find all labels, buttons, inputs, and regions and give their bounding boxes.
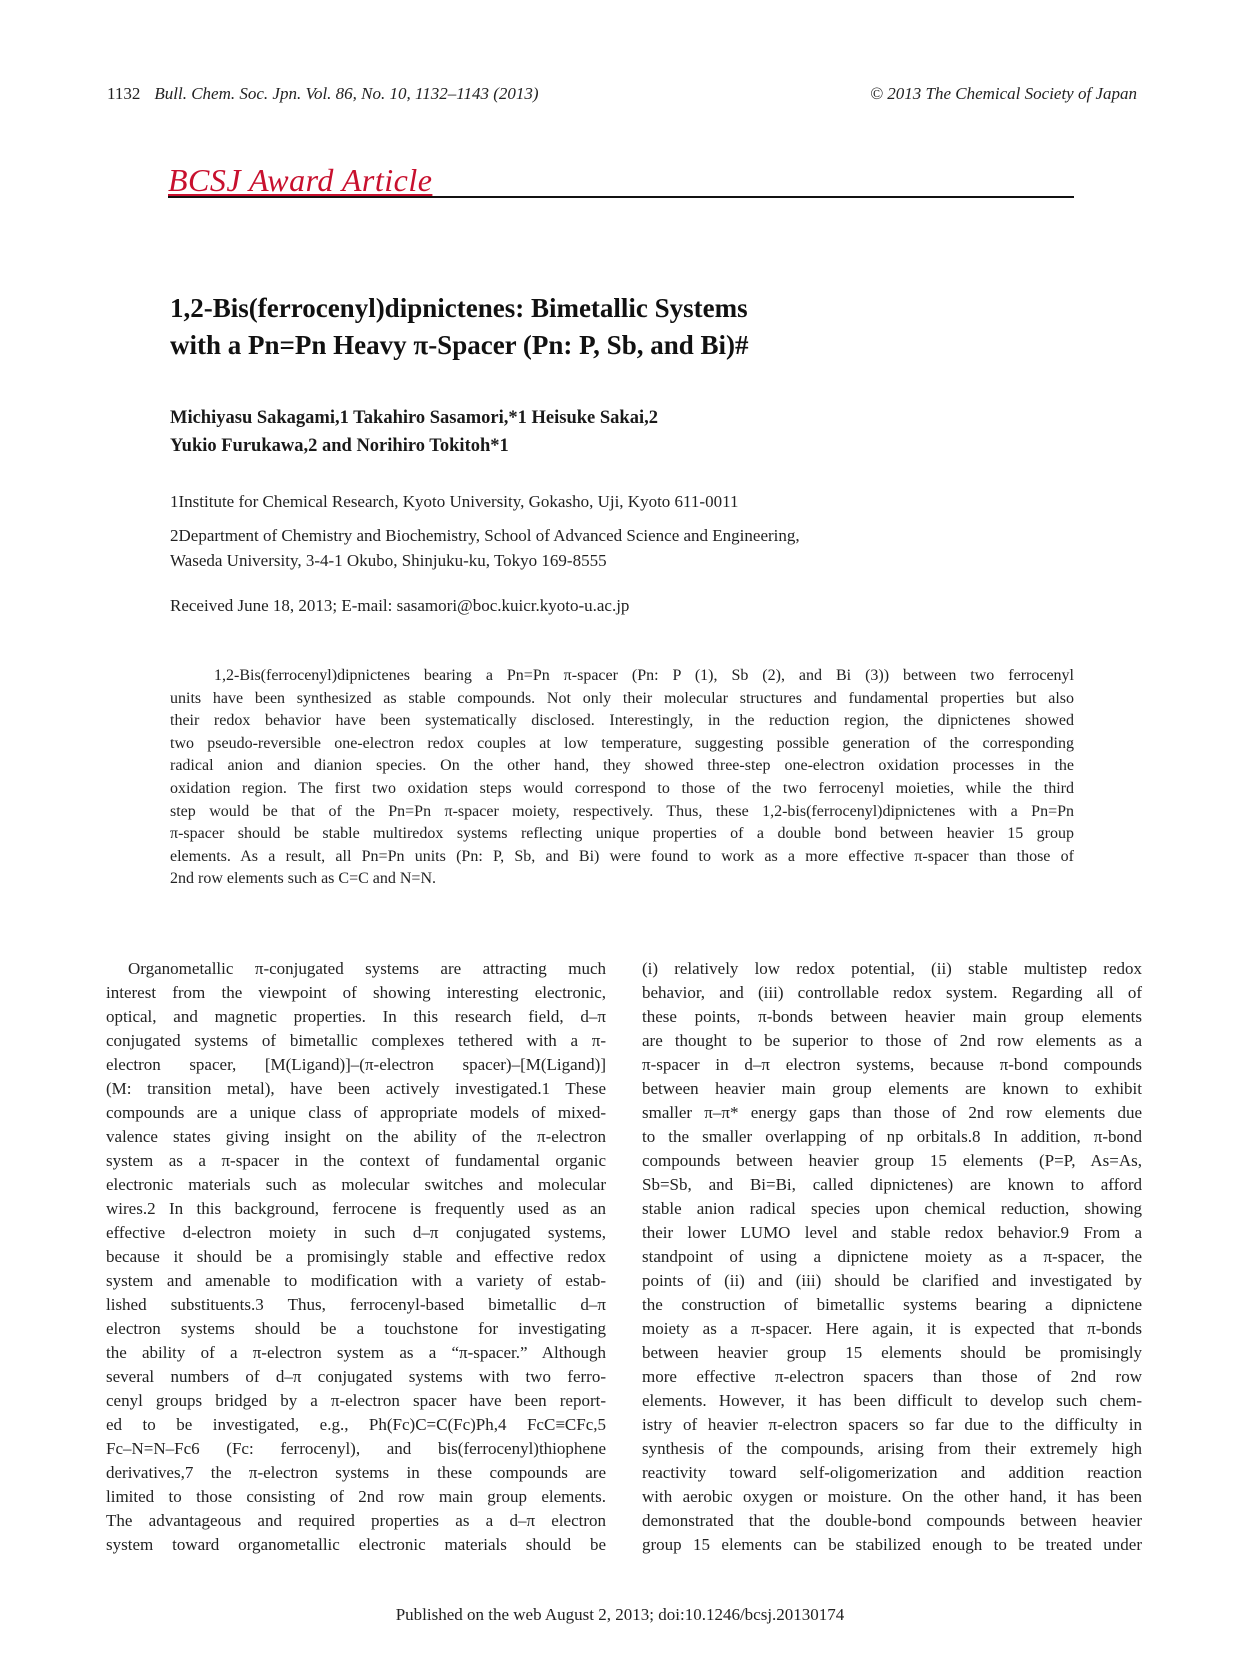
body-line: system as a π-spacer in the context of fundamental organic bbox=[106, 1151, 606, 1170]
body-line: Organometallic π-conjugated systems are attracting much bbox=[128, 959, 606, 978]
copyright-notice: © 2013 The Chemical Society of Japan bbox=[870, 84, 1137, 103]
body-line: compounds between heavier group 15 elements (P=P, As=As, bbox=[642, 1151, 1142, 1170]
body-line: system and amenable to modification with a variety of estab- bbox=[106, 1271, 606, 1290]
body-line: cenyl groups bridged by a π-electron spacer have been report- bbox=[106, 1391, 606, 1410]
running-head-left bbox=[107, 84, 539, 104]
body-line: with aerobic oxygen or moisture. On the other hand, it has been bbox=[642, 1487, 1142, 1506]
section-banner bbox=[168, 158, 1074, 198]
title-line: with a Pn=Pn Heavy π-Spacer (Pn: P, Sb, and Bi)# bbox=[170, 330, 749, 360]
affiliation-line: Waseda University, 3-4-1 Okubo, Shinjuku-ku, Tokyo 169-8555 bbox=[170, 551, 607, 570]
body-line: optical, and magnetic properties. In this research field, d–π bbox=[106, 1007, 606, 1026]
body-column-left bbox=[106, 957, 606, 1557]
body-line: between heavier main group elements are known to exhibit bbox=[642, 1079, 1142, 1098]
affiliation-2 bbox=[170, 523, 800, 573]
body-line: compounds are a unique class of appropriate models of mixed- bbox=[106, 1103, 606, 1122]
body-line: interest from the viewpoint of showing interesting electronic, bbox=[106, 983, 606, 1002]
abstract bbox=[170, 665, 1074, 891]
body-line: reactivity toward self-oligomerization and addition reaction bbox=[642, 1463, 1142, 1482]
body-line: elements. However, it has been difficult to develop such chem- bbox=[642, 1391, 1142, 1410]
body-line: system toward organometallic electronic materials should be bbox=[106, 1535, 606, 1554]
page-number: 1132 bbox=[107, 84, 141, 103]
abstract-line: radical anion and dianion species. On the other hand, they showed three-step one-electron oxidation processes in the bbox=[170, 757, 1074, 775]
received-date-email: Received June 18, 2013; E-mail: sasamori@boc.kuicr.kyoto-u.ac.jp bbox=[170, 596, 630, 615]
body-line: electron systems should be a touchstone for investigating bbox=[106, 1319, 606, 1338]
author-line: Michiyasu Sakagami,1 Takahiro Sasamori,*1 Heisuke Sakai,2 bbox=[170, 408, 658, 428]
article-title bbox=[170, 290, 1070, 364]
affiliation-line: 2Department of Chemistry and Biochemistry, School of Advanced Science and Engineering, bbox=[170, 526, 800, 545]
body-line: their lower LUMO level and stable redox behavior.9 From a bbox=[642, 1223, 1142, 1242]
body-line: wires.2 In this background, ferrocene is frequently used as an bbox=[106, 1199, 606, 1218]
body-column-right bbox=[642, 957, 1142, 1557]
body-line: effective d-electron moiety in such d–π conjugated systems, bbox=[106, 1223, 606, 1242]
body-line: Sb=Sb, and Bi=Bi, called dipnictenes) are known to afford bbox=[642, 1175, 1142, 1194]
body-line: several numbers of d–π conjugated systems with two ferro- bbox=[106, 1367, 606, 1386]
body-line: moiety as a π-spacer. Here again, it is expected that π-bonds bbox=[642, 1319, 1142, 1338]
body-line: (i) relatively low redox potential, (ii) stable multistep redox bbox=[642, 959, 1142, 978]
body-line: are thought to be superior to those of 2nd row elements as a bbox=[642, 1031, 1142, 1050]
abstract-line: 2nd row elements such as C=C and N=N. bbox=[170, 870, 437, 888]
body-line: The advantageous and required properties as a d–π electron bbox=[106, 1511, 606, 1530]
body-line: Fc–N=N–Fc6 (Fc: ferrocenyl), and bis(ferrocenyl)thiophene bbox=[106, 1439, 606, 1458]
body-line: the construction of bimetallic systems bearing a dipnictene bbox=[642, 1295, 1142, 1314]
body-line: between heavier group 15 elements should be promisingly bbox=[642, 1343, 1142, 1362]
author-line: Yukio Furukawa,2 and Norihiro Tokitoh*1 bbox=[170, 436, 509, 456]
body-line: behavior, and (iii) controllable redox system. Regarding all of bbox=[642, 983, 1142, 1002]
affiliation-line: 1Institute for Chemical Research, Kyoto University, Gokasho, Uji, Kyoto 611-0011 bbox=[170, 492, 739, 511]
section-label: BCSJ Award Article bbox=[168, 162, 433, 198]
body-line: ed to be investigated, e.g., Ph(Fc)C=C(Fc)Ph,4 FcC≡CFc,5 bbox=[106, 1415, 606, 1434]
body-line: istry of heavier π-electron spacers so far due to the difficulty in bbox=[642, 1415, 1142, 1434]
abstract-line: two pseudo-reversible one-electron redox couples at low temperature, suggesting possible generation of the corresponding bbox=[170, 734, 1074, 752]
body-line: π-spacer in d–π electron systems, because π-bond compounds bbox=[642, 1055, 1142, 1074]
body-line: valence states giving insight on the ability of the π-electron bbox=[106, 1127, 606, 1146]
body-line: these points, π-bonds between heavier main group elements bbox=[642, 1007, 1142, 1026]
abstract-line: step would be that of the Pn=Pn π-spacer moiety, respectively. Thus, these 1,2-bis(ferrocenyl)dipnictenes with a Pn=Pn bbox=[170, 802, 1074, 820]
body-line: stable anion radical species upon chemical reduction, showing bbox=[642, 1199, 1142, 1218]
body-line: electronic materials such as molecular switches and molecular bbox=[106, 1175, 606, 1194]
body-line: standpoint of using a dipnictene moiety as a π-spacer, the bbox=[642, 1247, 1142, 1266]
abstract-line: 1,2-Bis(ferrocenyl)dipnictenes bearing a Pn=Pn π-spacer (Pn: P (1), Sb (2), and Bi (3)) between two ferrocenyl bbox=[214, 667, 1074, 684]
body-line: to the smaller overlapping of np orbitals.8 In addition, π-bond bbox=[642, 1127, 1142, 1146]
abstract-line: elements. As a result, all Pn=Pn units (Pn: P, Sb, and Bi) were found to work as a more effective π-spacer than those of bbox=[170, 847, 1074, 865]
title-line: 1,2-Bis(ferrocenyl)dipnictenes: Bimetallic Systems bbox=[170, 293, 748, 323]
body-line: the ability of a π-electron system as a “π-spacer.” Although bbox=[106, 1343, 606, 1362]
body-line: lished substituents.3 Thus, ferrocenyl-based bimetallic d–π bbox=[106, 1295, 606, 1314]
abstract-line: units have been synthesized as stable compounds. Not only their molecular structures and fundamental properties but also bbox=[170, 689, 1074, 707]
body-line: demonstrated that the double-bond compounds between heavier bbox=[642, 1511, 1142, 1530]
body-line: smaller π–π* energy gaps than those of 2nd row elements due bbox=[642, 1103, 1142, 1122]
abstract-line: oxidation region. The first two oxidation steps would correspond to those of the two ferrocenyl moieties, while the third bbox=[170, 779, 1074, 797]
abstract-line: π-spacer should be stable multiredox systems reflecting unique properties of a double bond between heavier 15 group bbox=[170, 825, 1074, 843]
publication-footer: Published on the web August 2, 2013; doi:10.1246/bcsj.20130174 bbox=[395, 1605, 845, 1624]
body-line: points of (ii) and (iii) should be clarified and investigated by bbox=[642, 1271, 1142, 1290]
body-line: group 15 elements can be stabilized enough to be treated under bbox=[642, 1535, 1142, 1554]
body-line: (M: transition metal), have been actively investigated.1 These bbox=[106, 1079, 606, 1098]
journal-citation: Bull. Chem. Soc. Jpn. Vol. 86, No. 10, 1132–1143 (2013) bbox=[154, 84, 539, 103]
body-line: synthesis of the compounds, arising from their extremely high bbox=[642, 1439, 1142, 1458]
affiliation-1 bbox=[170, 489, 738, 514]
abstract-line: their redox behavior have been systematically disclosed. Interestingly, in the reduction region, the dipnictenes showed bbox=[170, 712, 1074, 730]
body-line: limited to those consisting of 2nd row main group elements. bbox=[106, 1487, 606, 1506]
body-line: conjugated systems of bimetallic complexes tethered with a π- bbox=[106, 1031, 606, 1050]
body-line: derivatives,7 the π-electron systems in these compounds are bbox=[106, 1463, 606, 1482]
body-line: electron spacer, [M(Ligand)]–(π-electron spacer)–[M(Ligand)] bbox=[106, 1055, 606, 1074]
body-line: more effective π-electron spacers than those of 2nd row bbox=[642, 1367, 1142, 1386]
body-line: because it should be a promisingly stable and effective redox bbox=[106, 1247, 606, 1266]
author-list bbox=[170, 404, 1070, 460]
